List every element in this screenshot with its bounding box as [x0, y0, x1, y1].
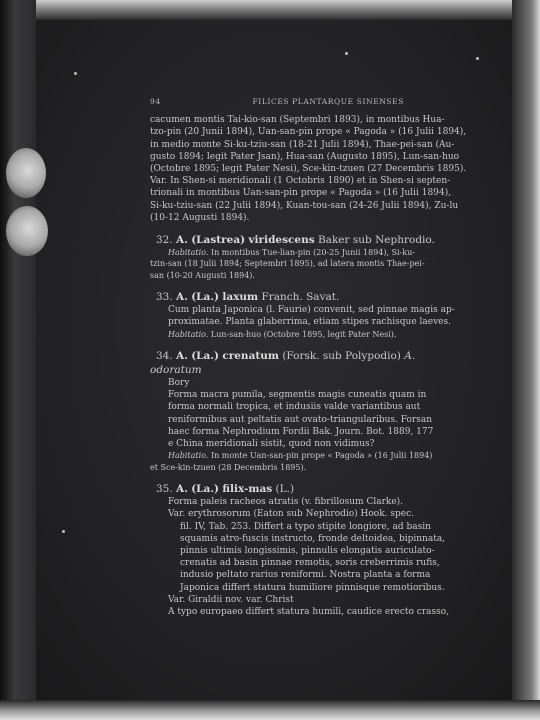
text-line: A typo europaeo differt statura humili, caudice erecto crasso,	[168, 606, 450, 617]
species-entry-35	[150, 482, 470, 618]
species-author: (Forsk. sub Polypodio)	[282, 350, 401, 363]
dust-speck	[476, 57, 479, 60]
text-line: in medio monte Si-ku-tziu-san (18-21 Julii 1894), Thae-pei-san (Au-	[150, 139, 455, 150]
species-epithet: filix-mas	[222, 483, 273, 496]
text-line: Cum planta Japonica (l. Faurie) convenit, sed pinnae magis ap-	[168, 305, 455, 316]
intro-paragraph	[150, 114, 470, 224]
species-genus: A.	[176, 291, 188, 304]
habitat-block	[150, 247, 470, 258]
species-author: Baker sub Nephrodio.	[317, 234, 435, 247]
plate-left-edge	[0, 0, 36, 720]
text-line: fil. IV, Tab. 253. Differt a typo stipite longiore, ad basin	[180, 521, 431, 532]
habitat-text: tzin-san (18 Julii 1894; Septembri 1895), ad latera montis Thae-pei-	[150, 259, 425, 269]
text-line: indusio peltato rarius reniformi. Nostra planta a forma	[180, 570, 431, 581]
species-epithet: laxum	[222, 291, 259, 304]
species-epithet: viridescens	[248, 234, 315, 247]
text-line: Var. erythrosorum (Eaton sub Nephrodio) Hook. spec.	[168, 509, 415, 520]
habitat-label: Habitatio.	[168, 248, 209, 258]
plate-reflection-blob	[6, 148, 46, 198]
species-entry-34	[150, 349, 470, 473]
text-line: Var. In Shen-si meridionali (1 Octobris 1890) et in Shen-si septen-	[150, 176, 451, 187]
text-line: e China meridionali sistit, quod non vidimus?	[168, 439, 375, 450]
dust-speck	[345, 52, 348, 55]
habitat-text: In montibus Tue-lian-pin (20-25 Junii 1894), Si-ku-	[210, 248, 416, 258]
text-line: Forma macra pumila, segmentis magis cuneatis quam in	[168, 390, 427, 401]
species-genus: A.	[176, 350, 188, 363]
species-number: 32.	[156, 234, 173, 247]
text-line: reniformibus aut peltatis aut ovato-triangularibus. Forsan	[168, 414, 433, 425]
plate-reflection-blob	[6, 206, 48, 256]
text-line: Var. Giraldii nov. var. Christ	[168, 594, 294, 605]
text-line: tzo-pin (20 Junii 1894), Uan-san-pin prope « Pagoda » (16 Julii 1894),	[150, 127, 467, 138]
species-author: Franch. Savat.	[261, 291, 340, 304]
species-subgenus: (La.)	[191, 291, 219, 304]
habitat-text: san (10-20 Augusti 1894).	[150, 270, 255, 280]
species-epithet: crenatum	[222, 350, 279, 363]
species-heading	[150, 290, 470, 304]
species-heading	[150, 349, 470, 377]
species-entry-32	[150, 233, 470, 281]
species-heading	[150, 482, 470, 496]
species-genus: A.	[176, 234, 188, 247]
text-line: forma normali tropica, et indusiis valde variantibus aut	[168, 402, 421, 413]
text-line: haec forma Nephrodium Fordii Bak. Journ. Bot. 1889, 177	[168, 426, 434, 437]
running-title: FILICES PLANTARQUE SINENSES	[252, 97, 404, 106]
text-line: Si-ku-tziu-san (22 Julii 1894), Kuan-tou-san (24-26 Julii 1894), Zu-lu	[150, 200, 459, 211]
species-author: (L.)	[275, 483, 295, 496]
plate-top-edge	[0, 0, 540, 20]
species-number: 35.	[156, 483, 173, 496]
page-header	[150, 96, 470, 108]
species-subgenus: (La.)	[191, 350, 219, 363]
species-heading	[150, 233, 470, 247]
text-line: pinnis ultimis longissimis, pinnulis elongatis auriculato-	[180, 545, 435, 556]
habitat-block	[150, 450, 470, 461]
text-line: cacumen montis Tai-kio-san (Septembri 1893), in montibus Hua-	[150, 115, 445, 126]
plate-bottom-edge	[0, 700, 540, 720]
habitat-text: et Sce-kin-tzuen (28 Decembris 1895).	[150, 462, 307, 472]
text-line: Forma paleis racheos atratis (v. fibrillosum Clarke).	[168, 497, 404, 508]
text-line: squamis atro-fuscis instructo, fronde deltoidea, bipinnata,	[180, 533, 446, 544]
text-line: Japonica differt statura humiliore pinnisque remotioribus.	[180, 582, 445, 593]
species-number: 34.	[156, 350, 173, 363]
species-number: 33.	[156, 291, 173, 304]
habitat-text: In monte Uan-san-pin prope « Pagoda » (16 Julii 1894)	[210, 451, 433, 461]
plate-right-edge	[512, 0, 540, 720]
species-author-cont: Bory	[168, 378, 190, 389]
habitat-label: Habitatio.	[168, 329, 209, 339]
text-line: proximatae. Planta glaberrima, etiam stipes rachisque laeves.	[168, 317, 451, 328]
page-number: 94	[150, 97, 161, 106]
text-line: gusto 1894; legit Pater Jsan), Hua-san (Augusto 1895), Lun-san-huo	[150, 151, 460, 162]
habitat-label: Habitatio.	[168, 451, 209, 461]
text-line: (10-12 Augusti 1894).	[150, 212, 250, 223]
species-entry-33	[150, 290, 470, 340]
dust-speck	[62, 530, 65, 533]
text-line: crenatis ad basin pinnae remotis, soris creberrimis rufis,	[180, 558, 440, 569]
habitat-block	[150, 329, 470, 340]
species-subgenus: (Lastrea)	[191, 234, 246, 247]
species-genus: A.	[176, 483, 188, 496]
habitat-text: Lun-san-huo (Octobre 1895, legit Pater Nesi).	[210, 329, 397, 339]
text-line: trionali in montibus Uan-san-pin prope « Pagoda » (16 Julii 1894),	[150, 188, 452, 199]
book-page	[150, 96, 470, 618]
species-subgenus: (La.)	[191, 483, 219, 496]
species-synonym: A. odoratum	[150, 350, 416, 377]
text-line: (Octobre 1895; legit Pater Nesi), Sce-kin-tzuen (27 Decembris 1895).	[150, 164, 467, 175]
dust-speck	[74, 72, 77, 75]
